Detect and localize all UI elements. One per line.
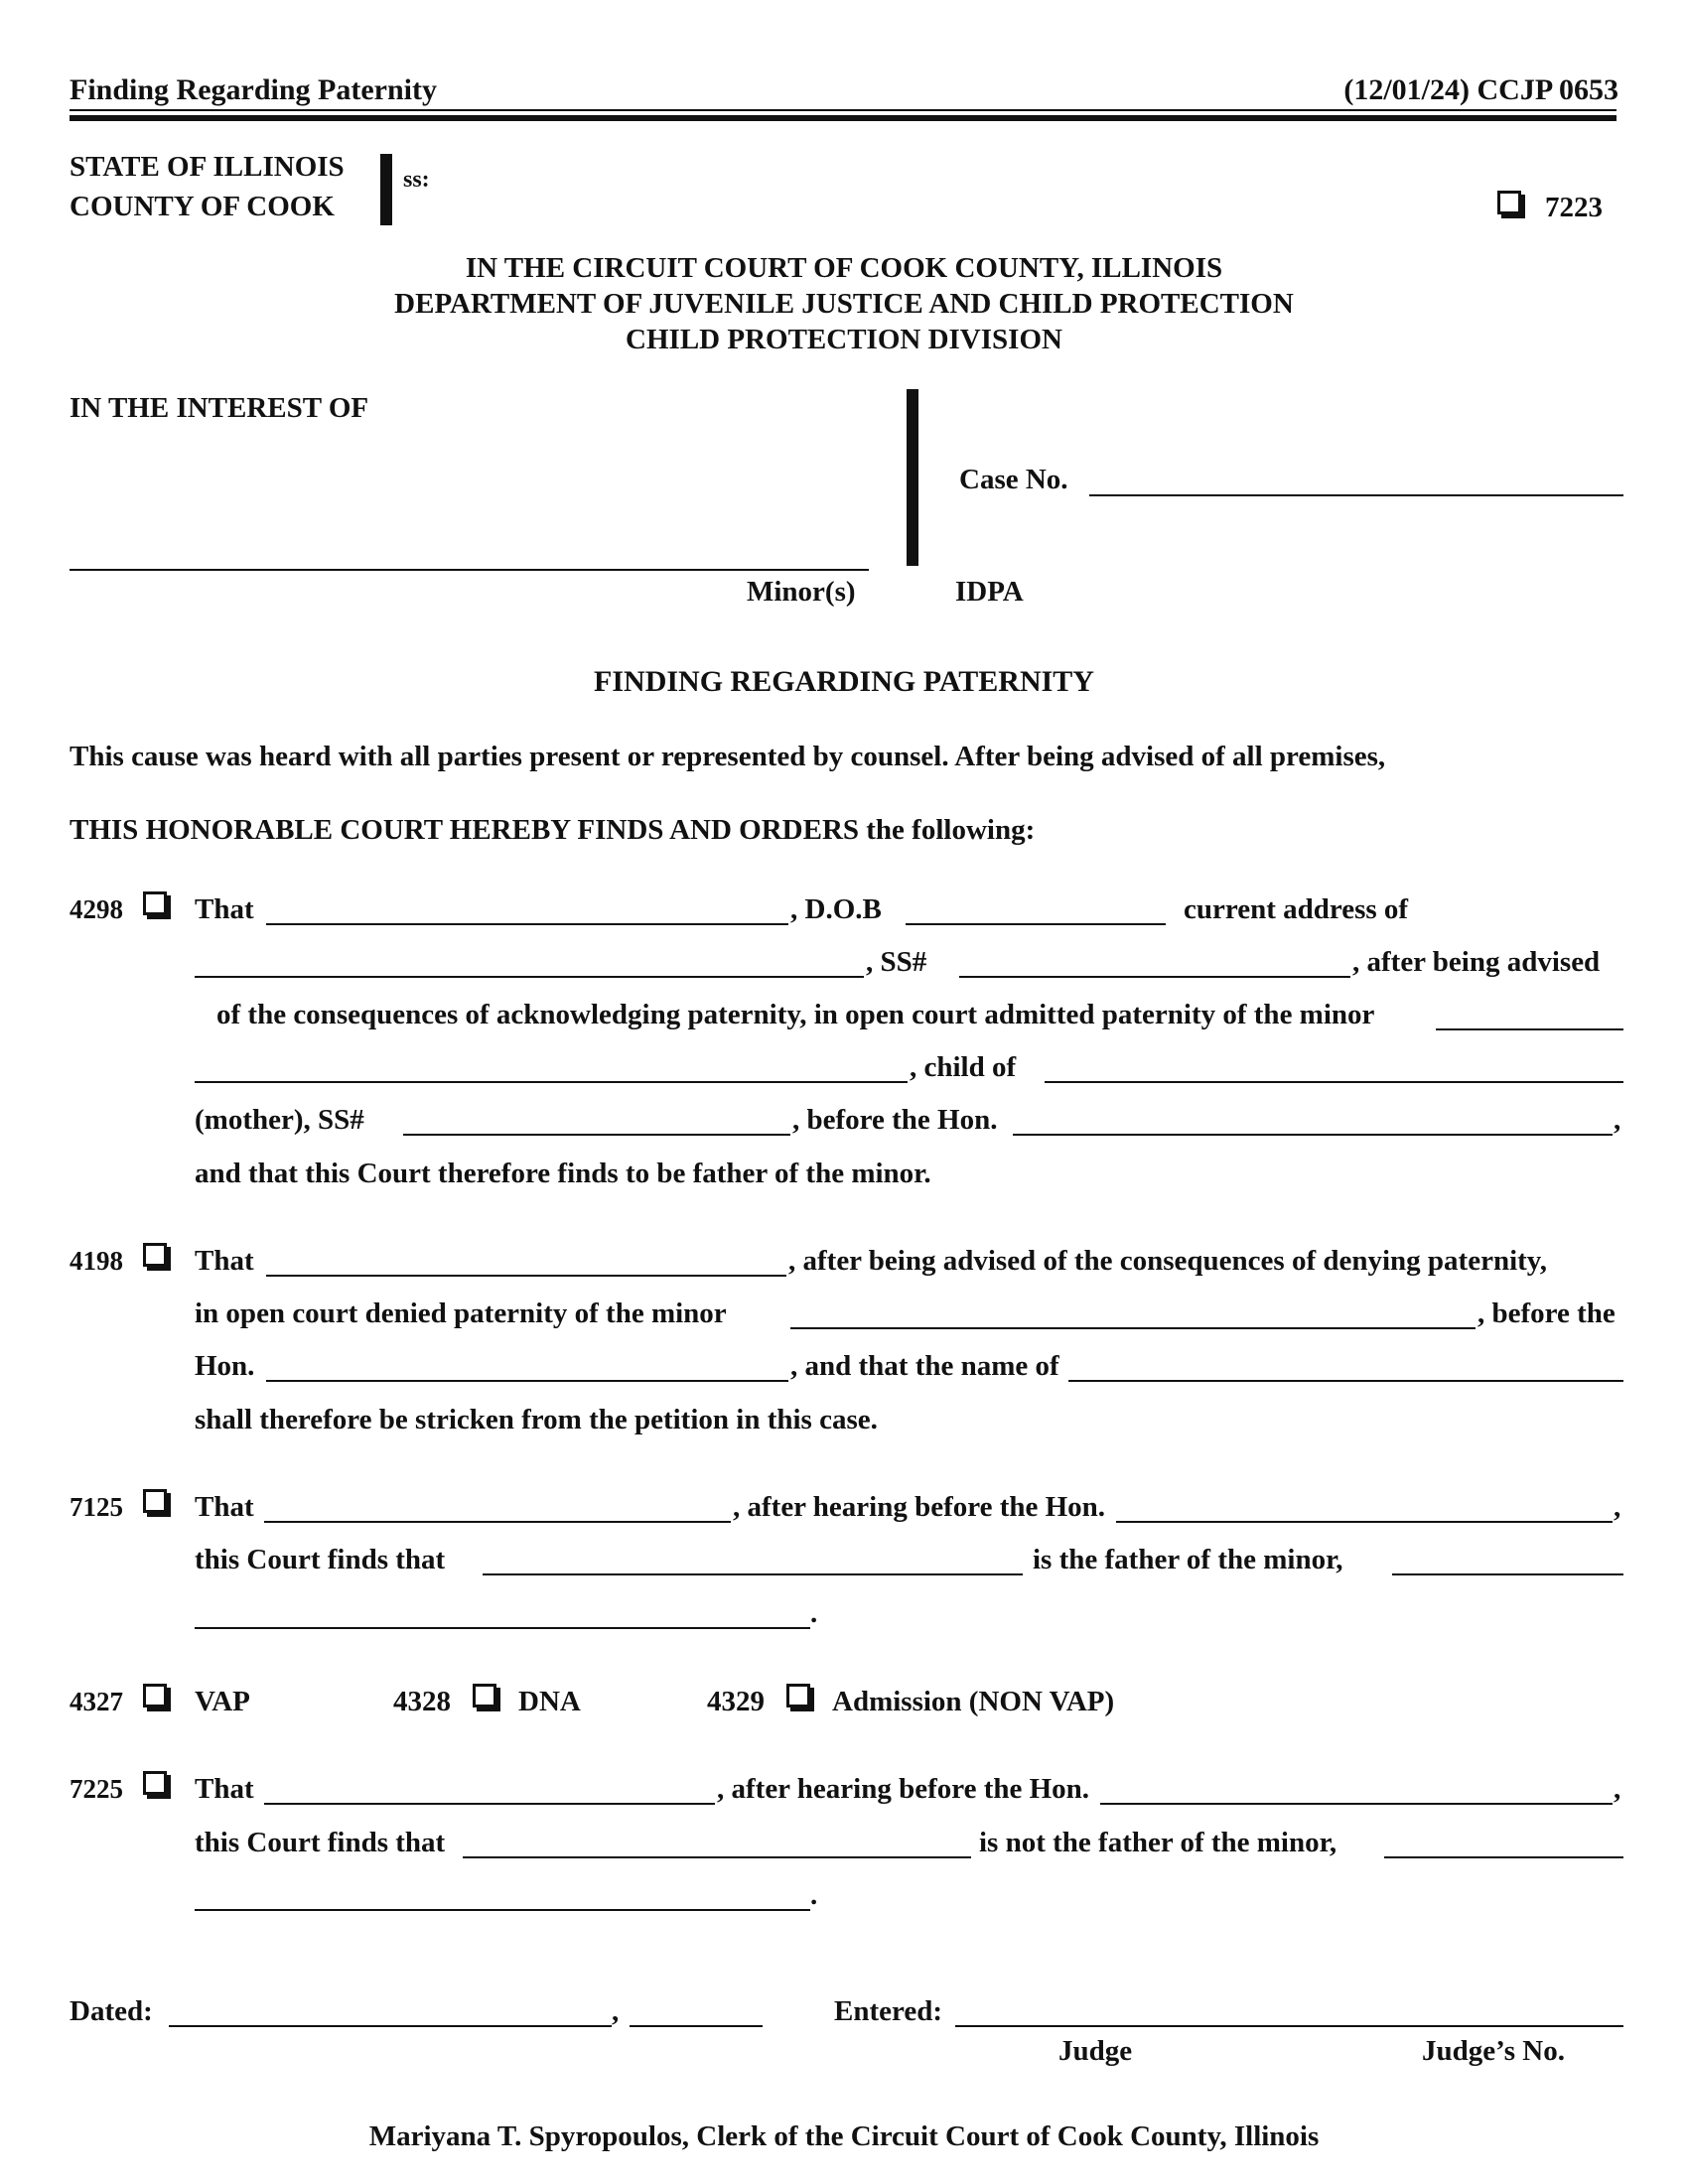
s4198-minor-field[interactable]	[790, 1327, 1476, 1329]
minor-name-field[interactable]	[70, 569, 869, 571]
checkbox-4327[interactable]	[143, 1684, 167, 1707]
state-label: STATE OF ILLINOIS	[70, 151, 345, 183]
s4198-before-the: , before the	[1477, 1297, 1616, 1329]
s4298-after-advised: , after being advised	[1352, 946, 1601, 978]
code-4329: 4329	[707, 1686, 765, 1717]
dated-year-field[interactable]	[630, 2025, 763, 2027]
s4298-minor-field[interactable]	[1436, 1028, 1623, 1030]
s7225-finds-that: this Court finds that	[195, 1827, 446, 1858]
s7125-name-field[interactable]	[264, 1521, 731, 1523]
entered-judge-field[interactable]	[955, 2025, 1623, 2027]
s4198-name-field[interactable]	[266, 1275, 786, 1277]
checkbox-4298[interactable]	[143, 891, 167, 915]
s7125-after-hearing: , after hearing before the Hon.	[733, 1491, 1106, 1523]
header-rule-thin	[70, 109, 1617, 111]
code-7125: 7125	[70, 1492, 123, 1522]
form-title: Finding Regarding Paternity	[70, 73, 438, 106]
s4298-comma: ,	[1614, 1104, 1621, 1136]
minors-label: Minor(s)	[747, 576, 856, 608]
s4298-mother-ss-field[interactable]	[403, 1134, 790, 1136]
s7225-that: That	[195, 1773, 254, 1805]
s4298-dob-field[interactable]	[906, 923, 1166, 925]
dated-label: Dated:	[70, 1995, 153, 2027]
clerk-line: Mariyana T. Spyropoulos, Clerk of the Circuit Court of Cook County, Illinois	[368, 2120, 1320, 2152]
dated-comma: ,	[612, 1995, 620, 2027]
code-4298: 4298	[70, 894, 123, 924]
code-4328: 4328	[393, 1686, 451, 1717]
s4298-mother-name-field[interactable]	[1045, 1081, 1623, 1083]
s7225-minor-cont-field[interactable]	[195, 1909, 810, 1911]
s7125-comma: ,	[1614, 1491, 1621, 1523]
s4198-that: That	[195, 1245, 254, 1277]
checkbox-7125[interactable]	[143, 1489, 167, 1513]
s4198-after-denying: , after being advised of the consequences of denying paternity,	[788, 1245, 1547, 1277]
s4298-child-of: , child of	[910, 1051, 1017, 1083]
s7125-is-father: is the father of the minor,	[1033, 1544, 1343, 1575]
s4298-finds-father: and that this Court therefore finds to be father of the minor.	[195, 1158, 931, 1189]
venue-bracket	[380, 154, 392, 225]
s7225-not-father: is not the father of the minor,	[979, 1827, 1337, 1858]
dated-field[interactable]	[169, 2025, 612, 2027]
s7125-finds-that: this Court finds that	[195, 1544, 446, 1575]
s4298-father-name-field[interactable]	[266, 923, 788, 925]
dna-label: DNA	[518, 1686, 581, 1717]
checkbox-4329[interactable]	[786, 1684, 810, 1707]
admission-label: Admission (NON VAP)	[832, 1686, 1115, 1717]
s4198-name-of: , and that the name of	[790, 1350, 1059, 1382]
s4298-minor-cont-field[interactable]	[195, 1081, 908, 1083]
judge-no-label: Judge’s No.	[1422, 2035, 1565, 2067]
county-label: COUNTY OF COOK	[70, 191, 335, 222]
document-title: FINDING REGARDING PATERNITY	[594, 665, 1094, 698]
intro-orders: THIS HONORABLE COURT HEREBY FINDS AND ORDERS the following:	[70, 814, 1036, 846]
checkbox-4328[interactable]	[473, 1684, 496, 1707]
s4198-stricken: shall therefore be stricken from the petition in this case.	[195, 1404, 878, 1435]
s4198-stricken-name-field[interactable]	[1068, 1380, 1623, 1382]
code-7225: 7225	[70, 1774, 123, 1804]
s7125-period: .	[810, 1597, 818, 1629]
form-code: (12/01/24) CCJP 0653	[1343, 73, 1618, 106]
s7125-judge-field[interactable]	[1116, 1521, 1613, 1523]
checkbox-7223[interactable]	[1497, 191, 1521, 214]
entered-label: Entered:	[834, 1995, 943, 2027]
s7125-that: That	[195, 1491, 254, 1523]
s7125-minor-field[interactable]	[1392, 1573, 1623, 1575]
s7225-judge-field[interactable]	[1100, 1803, 1613, 1805]
interest-of-label: IN THE INTEREST OF	[70, 392, 369, 424]
s4298-current-address-label: current address of	[1184, 893, 1409, 925]
s4298-that: That	[195, 893, 254, 925]
s7225-period: .	[810, 1879, 818, 1911]
idpa-label: IDPA	[955, 576, 1024, 608]
s7225-after-hearing: , after hearing before the Hon.	[717, 1773, 1090, 1805]
s4198-judge-field[interactable]	[266, 1380, 788, 1382]
intro-heard: This cause was heard with all parties present or represented by counsel. After being advised of all premises,	[70, 741, 1386, 772]
s4298-ss-field[interactable]	[959, 976, 1350, 978]
checkbox-7225[interactable]	[143, 1771, 167, 1795]
s4298-ss-label: , SS#	[866, 946, 927, 978]
s4198-denied: in open court denied paternity of the minor	[195, 1297, 727, 1329]
ss-label: ss:	[403, 167, 430, 193]
s4298-mother-ss-label: (mother), SS#	[195, 1104, 364, 1136]
s4198-hon: Hon.	[195, 1350, 255, 1382]
s4298-judge-field[interactable]	[1013, 1134, 1613, 1136]
s4298-consequences: of the consequences of acknowledging paternity, in open court admitted paternity of the minor	[216, 999, 1375, 1030]
vap-label: VAP	[195, 1686, 250, 1717]
caption-divider	[907, 389, 918, 566]
judge-label: Judge	[1058, 2035, 1133, 2067]
court-line-1: IN THE CIRCUIT COURT OF COOK COUNTY, ILLINOIS	[465, 252, 1223, 284]
code-7223: 7223	[1545, 192, 1603, 223]
s4298-before-hon: , before the Hon.	[792, 1104, 998, 1136]
s4298-dob-label: , D.O.B	[790, 893, 882, 925]
court-line-3: CHILD PROTECTION DIVISION	[626, 324, 1062, 355]
s7125-minor-cont-field[interactable]	[195, 1627, 810, 1629]
code-4327: 4327	[70, 1687, 123, 1716]
court-line-2: DEPARTMENT OF JUVENILE JUSTICE AND CHILD PROTECTION	[394, 288, 1294, 320]
s7225-name-field[interactable]	[264, 1803, 715, 1805]
code-4198: 4198	[70, 1246, 123, 1276]
s7225-minor-field[interactable]	[1384, 1856, 1623, 1858]
checkbox-4198[interactable]	[143, 1243, 167, 1267]
s4298-address-field[interactable]	[195, 976, 864, 978]
case-no-field[interactable]	[1089, 494, 1623, 496]
s7225-comma: ,	[1614, 1773, 1621, 1805]
s7125-father-field[interactable]	[483, 1573, 1023, 1575]
case-no-label: Case No.	[959, 464, 1068, 495]
header-rule-thick	[70, 115, 1617, 121]
s7225-father-field[interactable]	[463, 1856, 971, 1858]
